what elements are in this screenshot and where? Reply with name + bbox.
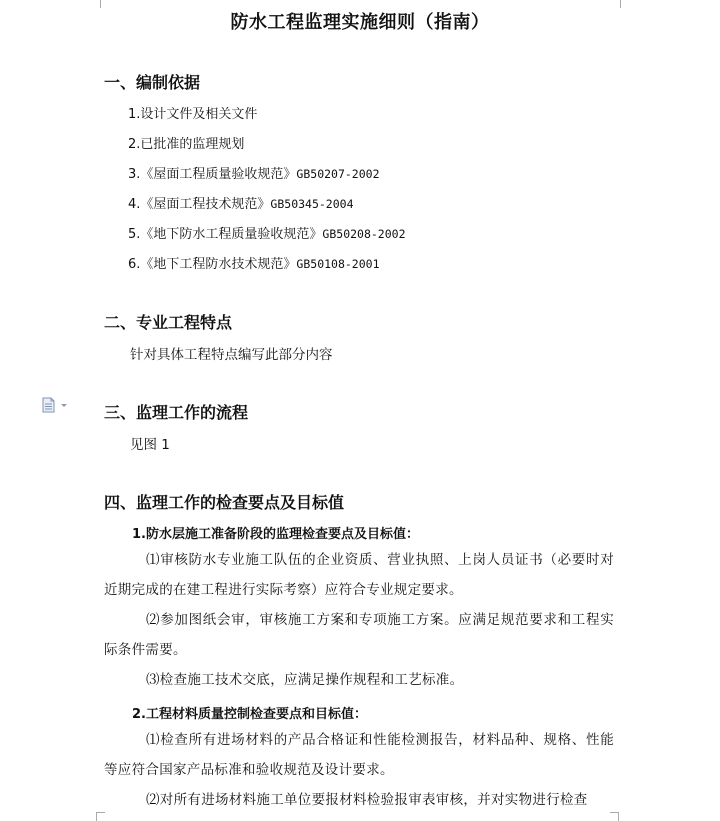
section-heading-3: 三、监理工作的流程 bbox=[104, 403, 249, 422]
section-3-text: 见图 1 bbox=[130, 437, 170, 453]
paragraph-4: ⑴检查所有进场材料的产品合格证和性能检测报告，材料品种、规格、性能等应符合国家产品标准和验收规范及设计要求。 bbox=[104, 732, 614, 778]
list-item: 3.《屋面工程质量验收规范》GB50207-2002 bbox=[128, 167, 380, 182]
crop-mark-top-right bbox=[612, 0, 621, 8]
crop-mark-top-left bbox=[100, 0, 109, 8]
paragraph-2: ⑵参加图纸会审，审核施工方案和专项施工方案。应满足规范要求和工程实际条件需要。 bbox=[104, 612, 614, 658]
section-heading-1: 一、编制依据 bbox=[104, 73, 201, 92]
paragraph-1: ⑴审核防水专业施工队伍的企业资质、营业执照、上岗人员证书（必要时对近期完成的在建工程进行实际考察）应符合专业规定要求。 bbox=[104, 552, 614, 598]
chevron-down-icon bbox=[61, 404, 67, 407]
list-item: 1.设计文件及相关文件 bbox=[128, 107, 258, 122]
section-heading-4: 四、监理工作的检查要点及目标值 bbox=[104, 493, 345, 512]
section-heading-2: 二、专业工程特点 bbox=[104, 313, 233, 332]
document-title: 防水工程监理实施细则（指南） bbox=[230, 12, 490, 33]
section-2-text: 针对具体工程特点编写此部分内容 bbox=[130, 347, 333, 363]
list-item: 5.《地下防水工程质量验收规范》GB50208-2002 bbox=[128, 227, 406, 242]
subheading-1: 1.防水层施工准备阶段的监理检查要点及目标值： bbox=[132, 527, 419, 542]
paragraph-5: ⑵对所有进场材料施工单位要报材料检验报审表审核，并对实物进行检查 bbox=[146, 792, 588, 808]
list-item: 4.《屋面工程技术规范》GB50345-2004 bbox=[128, 197, 354, 212]
paragraph-3: ⑶检查施工技术交底，应满足操作规程和工艺标准。 bbox=[146, 672, 464, 688]
document-icon[interactable] bbox=[41, 397, 71, 413]
list-item: 2.已批准的监理规划 bbox=[128, 137, 245, 152]
list-item: 6.《地下工程防水技术规范》GB50108-2001 bbox=[128, 257, 380, 272]
subheading-2: 2.工程材料质量控制检查要点和目标值： bbox=[132, 707, 367, 722]
